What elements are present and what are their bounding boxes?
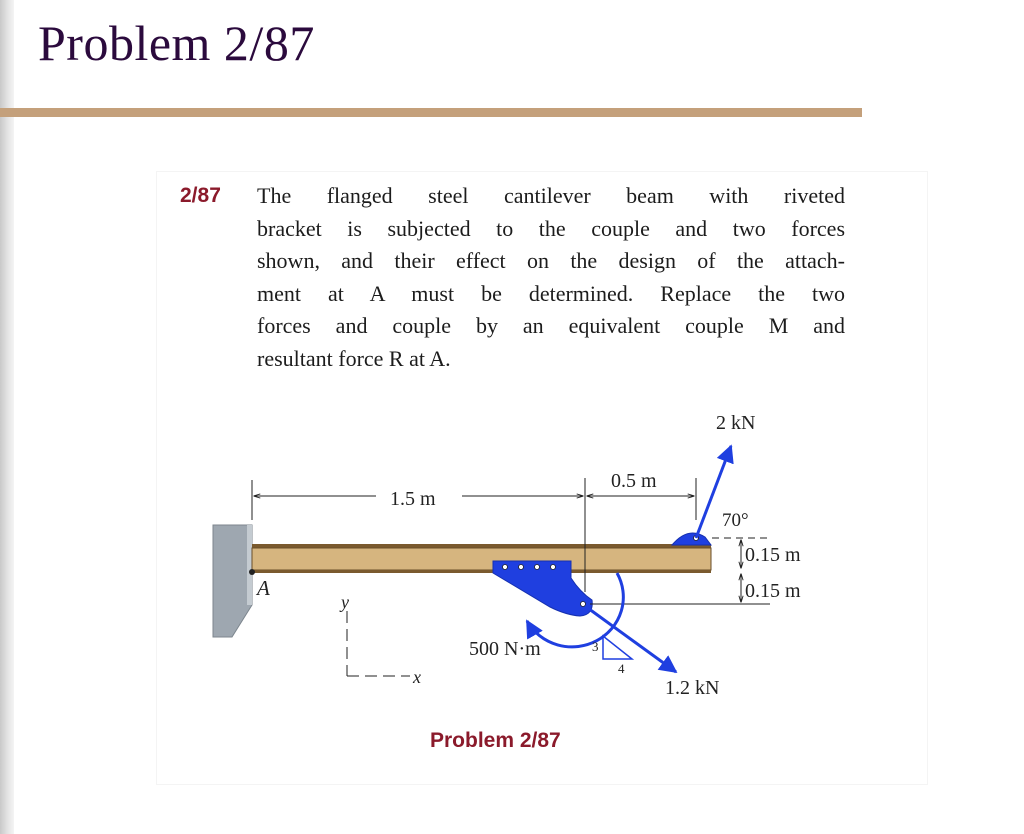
problem-number: 2/87 (180, 184, 221, 207)
point-a-dot (249, 569, 255, 575)
top-bracket (672, 533, 711, 545)
statement-line-6: resultant force R at A. (257, 345, 451, 371)
force-1-2kn-label: 1.2 kN (665, 677, 720, 699)
statement-line-3: shown, and their effect on the design of the attach- (257, 248, 845, 273)
statement-line-5: forces and couple by an equivalent couple M and (257, 313, 845, 338)
beam-top-flange (252, 544, 711, 548)
wall (213, 525, 252, 637)
statement-line-2: bracket is subjected to the couple and two forces (257, 215, 845, 241)
dim-label-1-5: 1.5 m (390, 488, 436, 510)
wall-face (247, 525, 252, 605)
dim-label-0-5: 0.5 m (611, 470, 657, 492)
dim-label-lower: 0.15 m (745, 580, 801, 602)
angle-label: 70° (722, 510, 749, 531)
rivet (551, 565, 556, 570)
rivet (581, 602, 586, 607)
point-a-label: A (257, 576, 270, 600)
beam (252, 548, 711, 570)
slope-triangle (603, 636, 632, 659)
beam-bottom-flange (252, 570, 711, 573)
slope-rise-label: 3 (592, 639, 599, 654)
slide-title: Problem 2/87 (38, 15, 315, 71)
couple-label: 500 N·m (469, 638, 541, 660)
figure-caption: Problem 2/87 (430, 729, 561, 752)
rivet (503, 565, 508, 570)
statement-line-1: The flanged steel cantilever beam with riveted (257, 183, 845, 208)
rivet (535, 565, 540, 570)
axis-y-label: y (341, 592, 349, 612)
force-2kn-label: 2 kN (716, 412, 756, 434)
rivet (519, 565, 524, 570)
slope-run-label: 4 (618, 661, 625, 676)
axis-x-label: x (413, 667, 421, 687)
dim-label-upper: 0.15 m (745, 544, 801, 566)
statement-line-4: ment at A must be determined. Replace the two (257, 280, 845, 306)
